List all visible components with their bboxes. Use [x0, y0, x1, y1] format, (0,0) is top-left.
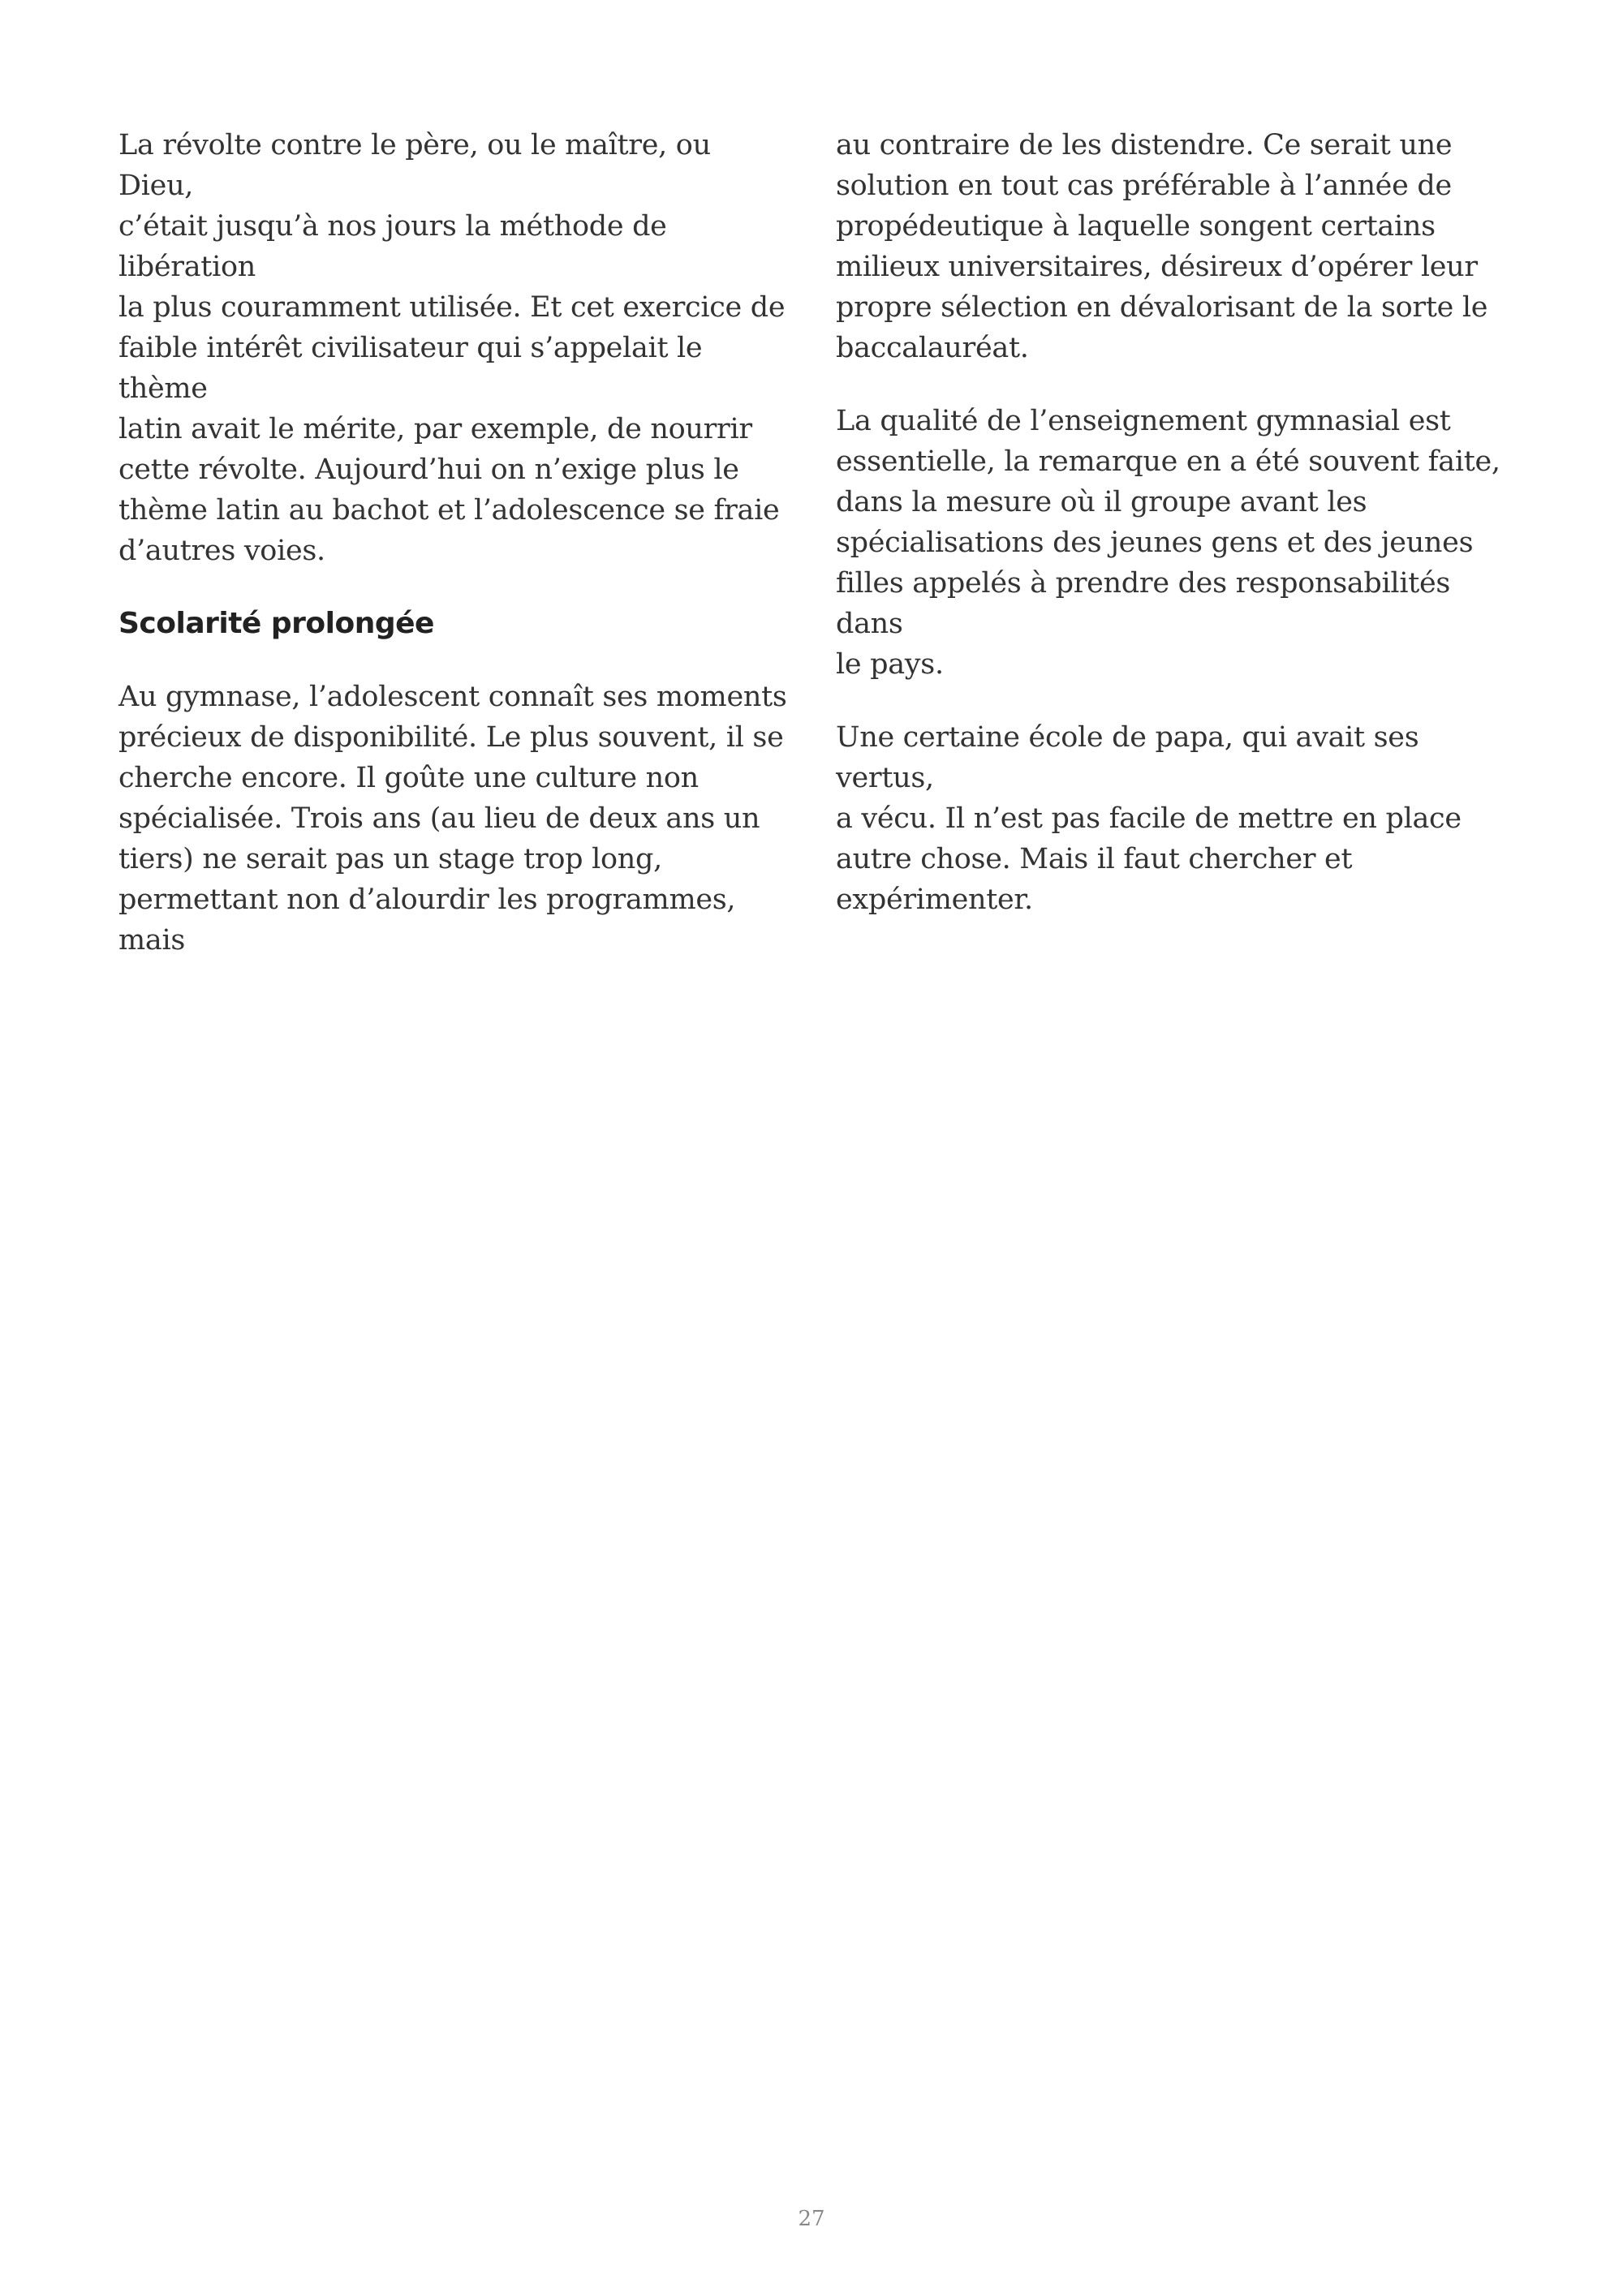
left-column	[118, 125, 792, 993]
paragraph-distendre: au contraire de les distendre. Ce serait une solution en tout cas préférable à l’année de propédeutique à laquelle songent certains milieux universitaires, désireux d’opérer leur propre sélection en dévalorisant de la sorte le baccalauréat.	[836, 129, 1488, 364]
paragraph-ecole: Une certaine école de papa, qui avait ses vertus, a vécu. Il n’est pas facile de mettre en place autre chose. Mais il faut chercher et expérimenter.	[836, 721, 1462, 916]
right-column	[836, 125, 1509, 952]
paragraph-qualite: La qualité de l’enseignement gymnasial est essentielle, la remarque en a été souvent faite, dans la mesure où il groupe avant les spécialisations des jeunes gens et des jeunes filles appelés à prendre des responsabilités dans le pays.	[836, 405, 1500, 681]
paragraph-revolte: La révolte contre le père, ou le maître, ou Dieu, c’était jusqu’à nos jours la méthode de libération la plus couramment utilisée. Et cet exercice de faible intérêt civilisateur qui s’appelait le thème latin avait le mérite, par exemple, de nourrir cette révolte. Aujourd’hui on n’exige plus le thème latin au bachot et l’adolescence se fraie d’autres voies.	[118, 129, 786, 567]
paragraph-gymnase: Au gymnase, l’adolescent connaît ses moments précieux de disponibilité. Le plus souvent, il se cherche encore. Il goûte une culture non spécialisée. Trois ans (au lieu de deux ans un tiers) ne serait pas un stage trop long, permettant non d’alourdir les programmes, mais	[118, 681, 787, 957]
page-number: 27	[798, 2207, 825, 2231]
section-heading: Scolarité prolongée	[118, 607, 434, 640]
